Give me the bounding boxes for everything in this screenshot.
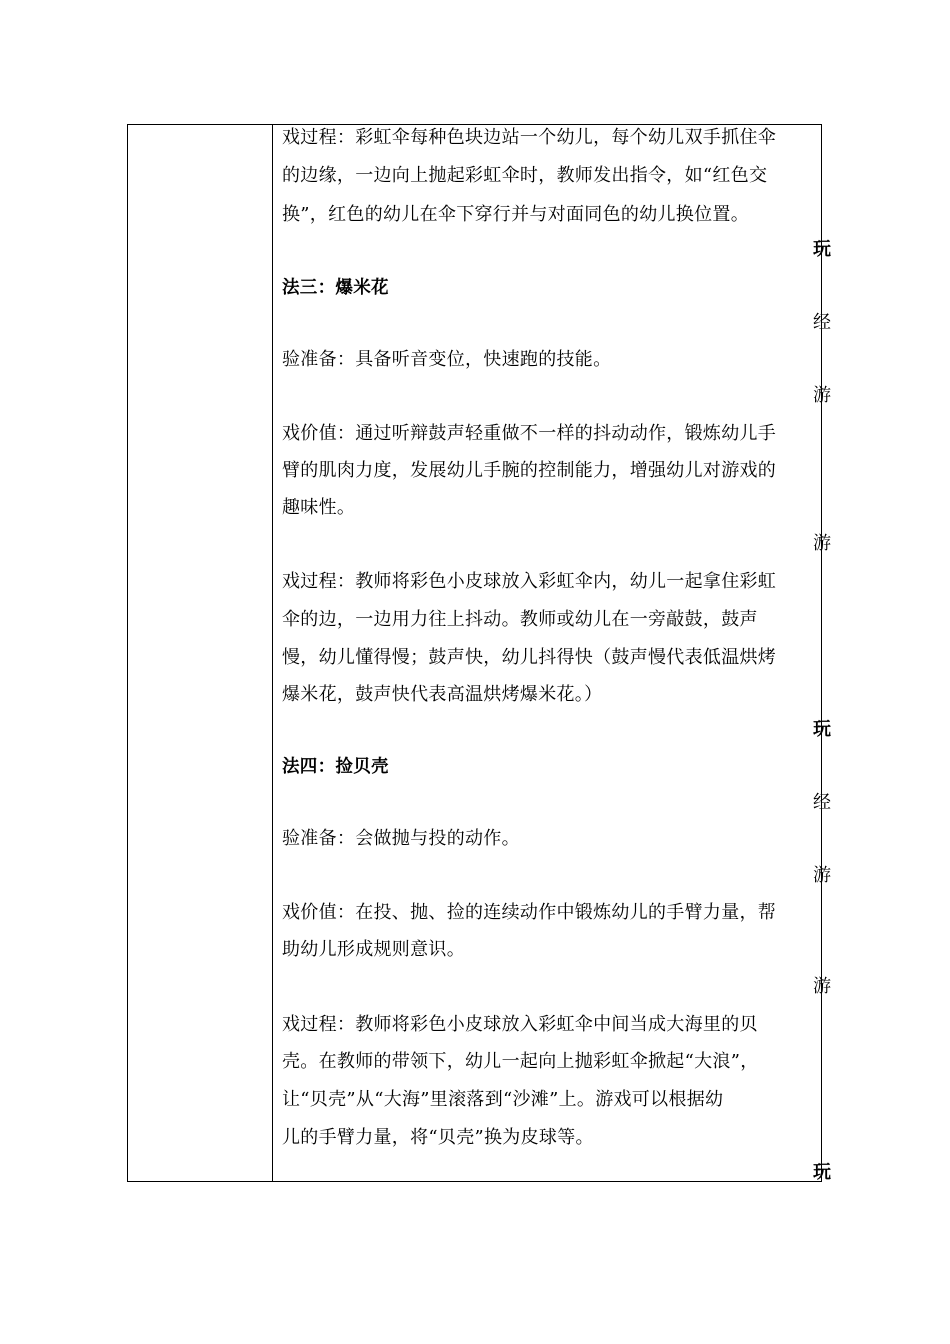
text-line: 让“贝壳”从“大海”里滚落到“沙滩”上。游戏可以根据幼	[282, 1089, 724, 1110]
text-line: 换”，红色的幼儿在伞下穿行并与对面同色的幼儿换位置。	[282, 204, 749, 225]
section-heading: 法四：捡贝壳	[282, 757, 389, 777]
column-divider	[272, 124, 273, 1182]
text-line: 戏价值：在投、抛、捡的连续动作中锻炼幼儿的手臂力量，帮	[282, 902, 777, 923]
margin-char: 玩	[813, 1162, 831, 1183]
text-line: 戏价值：通过听辩鼓声轻重做不一样的抖动动作，锻炼幼儿手	[282, 423, 777, 444]
text-line: 爆米花，鼓声快代表高温烘烤爆米花。）	[282, 684, 603, 705]
text-line: 验准备：具备听音变位，快速跑的技能。	[282, 349, 612, 370]
text-line: 趣味性。	[282, 497, 356, 518]
text-line: 的边缘，一边向上抛起彩虹伞时，教师发出指令，如“红色交	[282, 165, 768, 186]
text-line: 戏过程：教师将彩色小皮球放入彩虹伞内，幼儿一起拿住彩虹	[282, 571, 777, 592]
text-line: 儿的手臂力量，将“贝壳”换为皮球等。	[282, 1127, 594, 1148]
text-line: 戏过程：彩虹伞每种色块边站一个幼儿，每个幼儿双手抓住伞	[282, 127, 777, 148]
margin-char: 经	[813, 792, 831, 813]
margin-char: 游	[813, 533, 831, 554]
margin-char: 游	[813, 976, 831, 997]
text-line: 壳。在教师的带领下，幼儿一起向上抛彩虹伞掀起“大浪”，	[282, 1051, 759, 1072]
text-line: 助幼儿形成规则意识。	[282, 939, 465, 960]
text-line: 伞的边，一边用力往上抖动。教师或幼儿在一旁敲鼓，鼓声	[282, 609, 758, 630]
margin-char: 游	[813, 865, 831, 886]
text-line: 验准备：会做抛与投的动作。	[282, 828, 520, 849]
text-line: 戏过程：教师将彩色小皮球放入彩虹伞中间当成大海里的贝	[282, 1014, 758, 1035]
section-heading: 法三：爆米花	[282, 278, 389, 298]
margin-char: 游	[813, 385, 831, 406]
text-line: 臂的肌肉力度，发展幼儿手腕的控制能力，增强幼儿对游戏的	[282, 460, 777, 481]
margin-char: 玩	[813, 719, 831, 740]
margin-char: 玩	[813, 239, 831, 260]
margin-char: 经	[813, 312, 831, 333]
text-line: 慢，幼儿懂得慢；鼓声快，幼儿抖得快（鼓声慢代表低温烘烤	[282, 647, 777, 668]
